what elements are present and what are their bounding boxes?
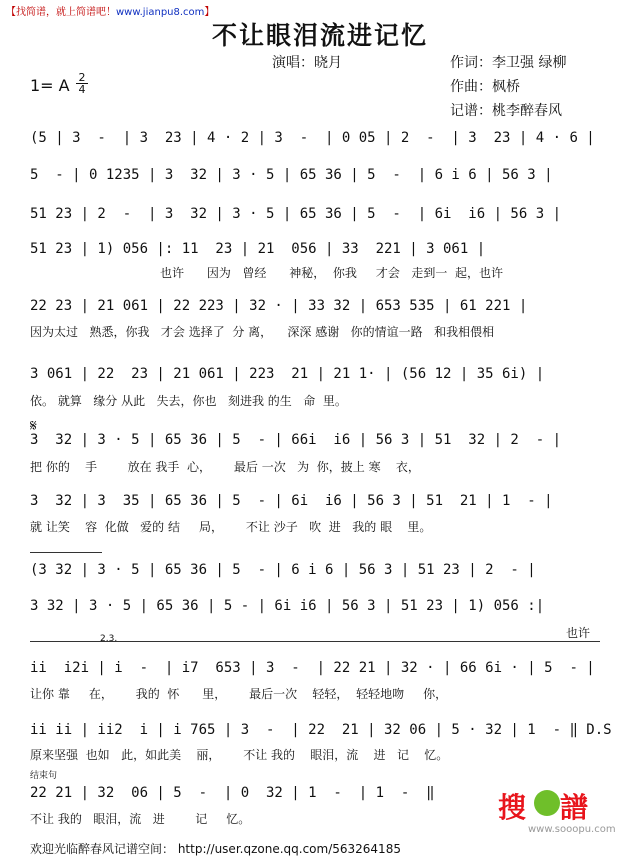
banner-text: 【找简谱，就上简谱吧！ <box>6 7 116 18</box>
footer-note: 欢迎光临醉春风记谱空间： http://user.qzone.qq.com/563264185 <box>30 842 401 856</box>
score-row-6: 3 061 | 22 23 | 21 061 | 223 21 | 21 1· | (56 12 | 35 6i) | <box>30 366 545 382</box>
lyric-row-5: 就 让笑 容 化做 爱的 结 局， 不让 沙子 吹 进 我的 眼 里。 <box>30 520 432 534</box>
lyricist-credit: 作词：李卫强 绿柳 <box>450 55 567 71</box>
lyric-row-3: 依。 就算 缘分 从此 失去，你也 刻进我 的生 命 里。 <box>30 394 347 408</box>
leaf-icon <box>534 790 560 816</box>
time-sig-numerator: 2 <box>78 71 86 84</box>
ending-label: 结束句 <box>30 771 58 781</box>
logo-char-left: 搜 <box>498 791 527 824</box>
lyric-row-2: 因为太过 熟悉，你我 才会 选择了 分 离， 深深 感谢 你的情谊一路 和我相偎相 <box>30 325 495 339</box>
lyric-row-7: 让你 靠 在， 我的 怀 里， 最后一次 轻轻， 轻轻地吻 你， <box>30 687 448 701</box>
logo-site: www.sooopu.com <box>528 824 616 835</box>
time-sig-denominator: 4 <box>76 83 88 95</box>
score-row-4: 51 23 | 1) 056 |: 11 23 | 21 056 | 33 221 | 3 061 | <box>30 241 486 257</box>
singer-credit: 演唱：晓月 <box>272 55 342 71</box>
transcriber-credit: 记谱：桃李醉春风 <box>450 103 562 119</box>
score-row-2: 5 - | 0 1235 | 3 32 | 3 · 5 | 65 36 | 5 - | 6 i 6 | 56 3 | <box>30 167 553 183</box>
banner-url-link[interactable]: www.jianpu8.com <box>116 7 205 18</box>
song-title: 不让眼泪流进记忆 <box>211 21 428 50</box>
score-row-3: 51 23 | 2 - | 3 32 | 3 · 5 | 65 36 | 5 - | 6i i6 | 56 3 | <box>30 206 562 222</box>
score-row-12: ii ii | ii2 i | i 765 | 3 - | 22 21 | 32 06 | 5 · 32 | 1 - ‖ D.S <box>30 722 612 738</box>
score-row-11: ii i2i | i - | i7 653 | 3 - | 22 21 | 32 · | 66 6i · | 5 - | <box>30 660 595 676</box>
score-row-9: (3 32 | 3 · 5 | 65 36 | 5 - | 6 i 6 | 56 3 | 51 23 | 2 - | <box>30 562 536 578</box>
score-row-8: 3 32 | 3 35 | 65 36 | 5 - | 6i i6 | 56 3 | 51 21 | 1 - | <box>30 493 553 509</box>
banner-close: 】 <box>204 7 215 18</box>
segno-symbol: 𝄋 <box>30 416 37 435</box>
lyric-row-9: 不让 我的 眼泪，流 进 记 忆。 <box>30 812 251 826</box>
volta-bracket-1 <box>30 552 102 553</box>
score-row-1: (5 | 3 - | 3 23 | 4 · 2 | 3 - | 0 05 | 2 - | 3 23 | 4 · 6 | <box>30 130 595 146</box>
score-row-7: 3 32 | 3 · 5 | 65 36 | 5 - | 66i i6 | 56 3 | 51 32 | 2 - | <box>30 432 562 448</box>
lyric-row-6: 也许 <box>566 626 591 640</box>
sooopu-logo <box>498 786 616 840</box>
score-row-5: 22 23 | 21 061 | 22 223 | 32 · | 33 32 | 653 535 | 61 221 | <box>30 298 528 314</box>
key-signature: 1= A <box>30 76 70 95</box>
composer-credit: 作曲：枫桥 <box>450 79 520 95</box>
time-signature <box>76 72 88 95</box>
logo-char-right: 譜 <box>560 791 589 824</box>
lyric-row-8: 原来坚强 也如 此，如此美 丽， 不让 我的 眼泪，流 进 记 忆。 <box>30 748 449 762</box>
score-row-10: 3 32 | 3 · 5 | 65 36 | 5 - | 6i i6 | 56 3 | 51 23 | 1) 056 :| <box>30 598 545 614</box>
score-row-13: 22 21 | 32 06 | 5 - | 0 32 | 1 - | 1 - ‖ <box>30 785 435 801</box>
volta-label: 2.3. <box>100 634 118 644</box>
lyric-row-1: 也许 因为 曾经 神秘， 你我 才会 走到一 起，也许 <box>160 266 503 280</box>
lyric-row-4: 把 你的 手 放在 我手 心， 最后 一次 为 你，披上 寒 衣， <box>30 460 420 474</box>
